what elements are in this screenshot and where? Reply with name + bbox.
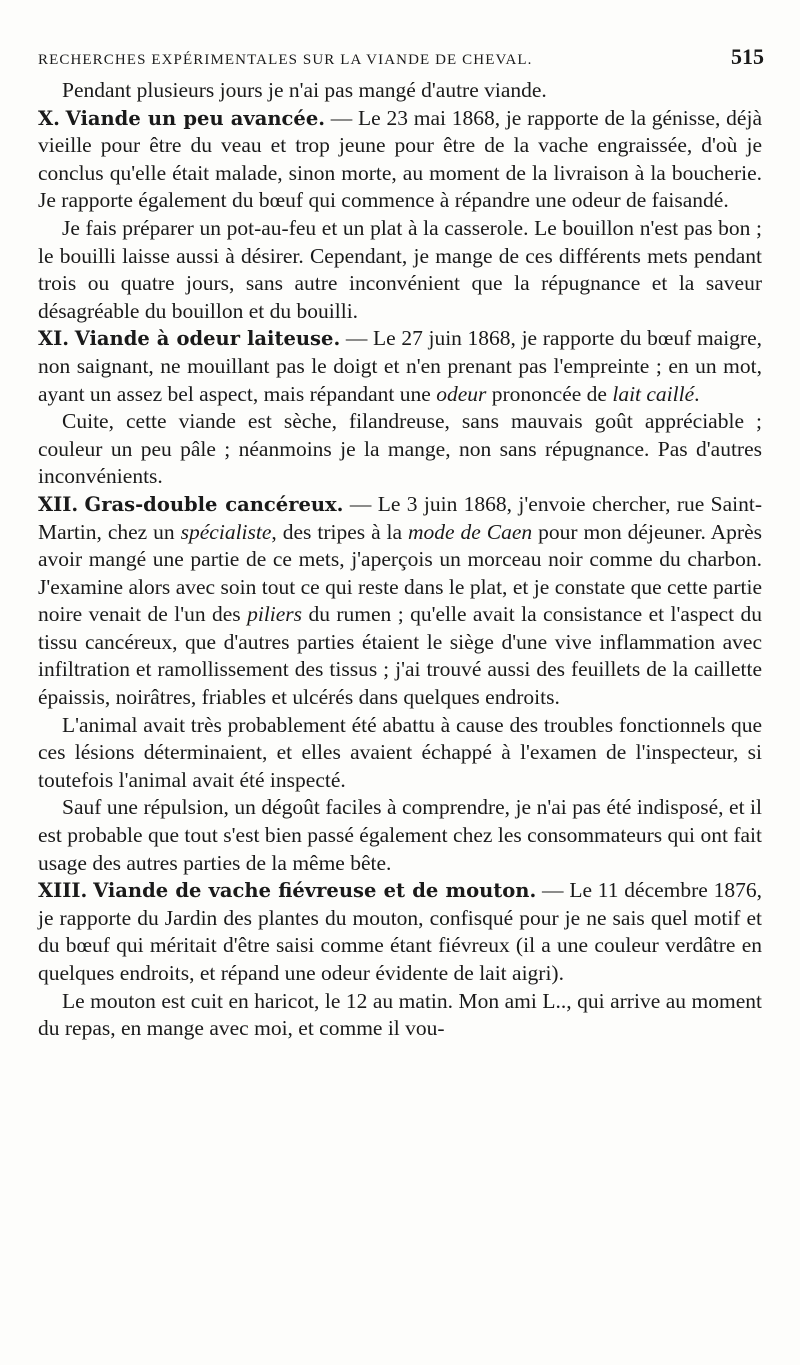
- section-xiii-numeral: XIII.: [38, 879, 88, 903]
- paragraph-5: Cuite, cette viande est sèche, filandreuse, sans mauvais goût appréciable ; couleur un peu pâle ; néanmoins je la mange, non sans répugnance. Pas d'autres inconvénients.: [38, 409, 762, 489]
- section-xi: XI. Viande à odeur laiteuse. — Le 27 juin 1868, je rapporte du bœuf maigre, non saignant, ne mouillant pas le doigt et n'en prenant pas l'empreinte ; en un mot, ayant un assez bel aspect, mais répandant une odeur prononcée de lait caillé.: [38, 326, 763, 406]
- section-x-title: Viande un peu avancée.: [65, 106, 326, 130]
- section-xii-title: Gras-double cancéreux.: [84, 492, 344, 516]
- paragraph-8: Sauf une répulsion, un dégoût faciles à comprendre, je n'ai pas été indisposé, et il est probable que tout s'est bien passé également chez les consommateurs qui ont fait usage des autres parties de la même bête.: [38, 795, 762, 875]
- section-xi-numeral: XI.: [38, 327, 70, 351]
- section-xiii-title: Viande de vache fiévreuse et de mouton.: [93, 879, 537, 903]
- italic-piliers: piliers: [247, 602, 303, 627]
- body-text: [38, 77, 762, 1043]
- section-x-numeral: X.: [38, 106, 60, 130]
- paragraph-1: Pendant plusieurs jours je n'ai pas mangé d'autre viande.: [62, 78, 547, 102]
- section-xii-numeral: XII.: [38, 492, 79, 516]
- section-xii: XII. Gras-double cancéreux. — Le 3 juin 1868, j'envoie chercher, rue Saint-Martin, chez un spécialiste, des tripes à la mode de Caen pour mon déjeuner. Après avoir mangé une partie de ce mets, j'aperçois un morceau noir comme du charbon. J'examine alors avec soin tout ce qui reste dans le plat, et je constate que cette partie noire venait de l'un des piliers du rumen ; qu'elle avait la consistance et l'aspect du tissu cancéreux, que d'autres parties étaient le siège d'une vive inflammation avec infiltration et ramollissement des tissus ; j'ai trouvé aussi des feuillets de la caillette épaissis, noirâtres, friables et ulcérés dans quelques endroits.: [38, 491, 762, 710]
- paragraph-7: L'animal avait très probablement été abattu à cause des troubles fonctionnels que ces lésions déterminaient, et elles avaient échappé à l'examen de l'inspecteur, si toutefois l'animal avait été inspecté.: [38, 712, 762, 792]
- italic-lait-caille: lait caillé: [612, 381, 695, 406]
- paragraph-10: Le mouton est cuit en haricot, le 12 au matin. Mon ami L.., qui arrive au moment du repas, en mange avec moi, et comme il vou-: [38, 988, 762, 1041]
- section-x: [38, 105, 762, 215]
- italic-odeur: odeur: [436, 381, 487, 406]
- page-number: 515: [731, 44, 764, 69]
- italic-specialiste: spécialiste: [180, 519, 272, 544]
- paragraph-3: Je fais préparer un pot-au-feu et un plat à la casserole. Le bouillon n'est pas bon ; le bouilli laisse aussi à désirer. Cependant, je mange de ces différents mets pendant trois ou quatre jours, sans autre inconvénient que la répugnance et la saveur désagréable du bouillon et du bouilli.: [38, 215, 762, 323]
- italic-mode-de-caen: mode de Caen: [408, 519, 533, 544]
- page-header: [38, 44, 764, 72]
- section-x-text: — Le 23 mai 1868, je rapporte de la génisse, déjà vieille pour être du veau et trop jeune pour être de la vache engraissée, d'où je conclus qu'elle était malade, sinon morte, au moment de la livraison à la boucherie. Je rapporte également du bœuf qui commence à répandre une odeur de faisandé.: [38, 105, 762, 213]
- running-title: RECHERCHES EXPÉRIMENTALES SUR LA VIANDE DE CHEVAL.: [38, 52, 533, 68]
- section-xiii: [38, 877, 762, 987]
- section-xiii-text: — Le 11 décembre 1876, je rapporte du Jardin des plantes du mouton, confisqué pour je ne sais quel motif et du bœuf qui méritait d'être saisi comme étant fiévreux (il a une couleur verdâtre en quelques endroits, et répand une odeur évidente de lait aigri).: [38, 878, 763, 985]
- section-xi-title: Viande à odeur laiteuse.: [74, 327, 341, 351]
